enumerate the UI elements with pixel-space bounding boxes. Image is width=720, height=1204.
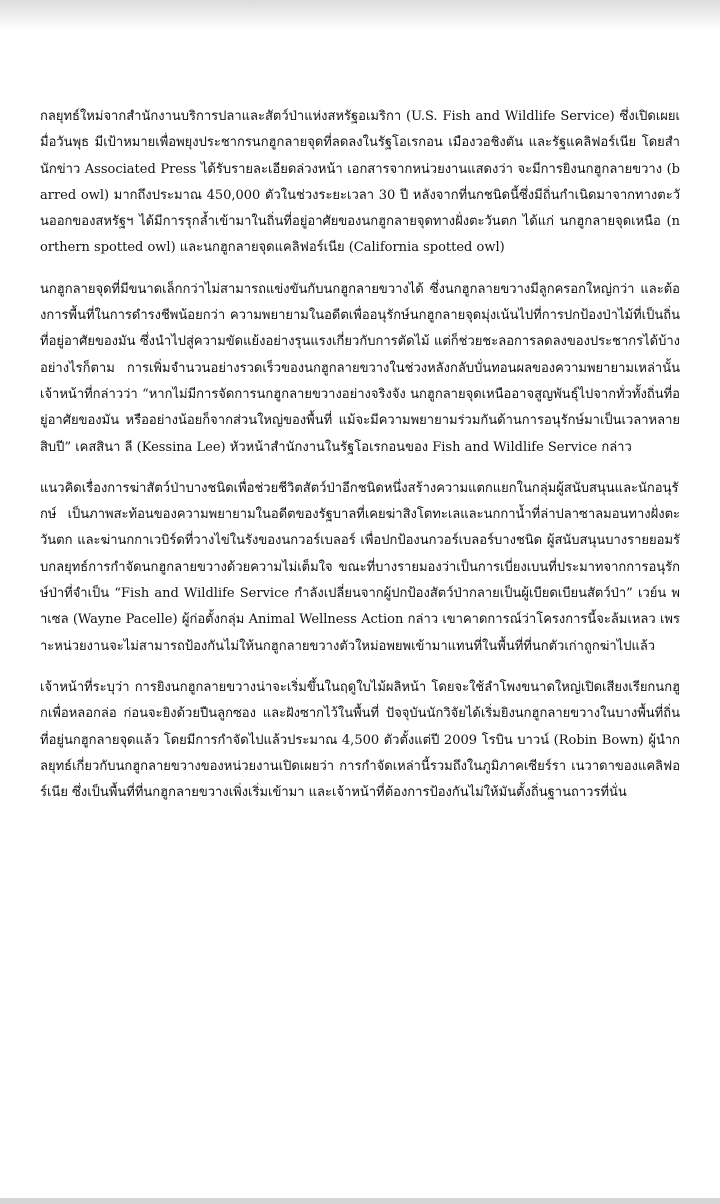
paragraph-1: กลยุทธ์ใหม่จากสำนักงานบริการปลาและสัตว์ป่าแห่งสหรัฐอเมริกา (U.S. Fish and Wildlife Service) ซึ่งเปิดเผยเมื่อวันพุธ มีเป้าหมายเพื่อพยุงประชากรนกฮูกลายจุดที่ลดลงในรัฐโอเรกอน เมืองวอชิงตัน และรัฐแคลิฟอร์เนีย โดยสำนักข่าว Associated Press ได้รับรายละเอียดล่วงหน้า เอกสารจากหน่วยงานแสดงว่า จะมีการยิงนกฮูกลายขวาง (barred owl) มากถึงประมาณ 450,000 ตัวในช่วงระยะเวลา 30 ปี หลังจากที่นกชนิดนี้ซึ่งมีถิ่นกำเนิดมาจากทางตะวันออกของสหรัฐฯ ได้มีการรุกล้ำเข้ามาในถิ่นที่อยู่อาศัยของนกฮูกลายจุดทางฝั่งตะวันตก ได้แก่ นกฮูกลายจุดเหนือ (northern spotted owl) และนกฮูกลายจุดแคลิฟอร์เนีย (California spotted owl) — [40, 109, 680, 256]
paragraph-2: นกฮูกลายจุดที่มีขนาดเล็กกว่าไม่สามารถแข่งขันกับนกฮูกลายขวางได้ ซึ่งนกฮูกลายขวางมีลูกครอกใหญ่กว่า และต้องการพื้นที่ในการดำรงชีพน้อยกว่า ความพยายามในอดีตเพื่ออนุรักษ์นกฮูกลายจุดมุ่งเน้นไปที่การปกป้องป่าไม้ที่เป็นถิ่นที่อยู่อาศัยของมัน ซึ่งนำไปสู่ความขัดแย้งอย่างรุนแรงเกี่ยวกับการตัดไม้ แต่ก็ช่วยชะลอการลดลงของประชากรได้บ้าง อย่างไรก็ตาม การเพิ่มจำนวนอย่างรวดเร็วของนกฮูกลายขวางในช่วงหลังกลับบั่นทอนผลของความพยายามเหล่านั้น เจ้าหน้าที่กล่าวว่า “หากไม่มีการจัดการนกฮูกลายขวางอย่างจริงจัง นกฮูกลายจุดเหนืออาจสูญพันธุ์ไปจากทั่วทั้งถิ่นที่อยู่อาศัยของมัน หรืออย่างน้อยก็จากส่วนใหญ่ของพื้นที่ แม้จะมีความพยายามร่วมกันด้านการอนุรักษ์มาเป็นเวลาหลายสิบปี” เคสสินา ลี (Kessina Lee) หัวหน้าสำนักงานในรัฐโอเรกอนของ Fish and Wildlife Service กล่าว — [40, 281, 680, 455]
document-page — [40, 104, 680, 821]
bottom-edge — [0, 1198, 720, 1204]
paragraph-4: เจ้าหน้าที่ระบุว่า การยิงนกฮูกลายขวางน่าจะเริ่มขึ้นในฤดูใบไม้ผลิหน้า โดยจะใช้ลำโพงขนาดใหญ่เปิดเสียงเรียกนกฮูกเพื่อหลอกล่อ ก่อนจะยิงด้วยปืนลูกซอง และฝังซากไว้ในพื้นที่ ปัจจุบันนักวิจัยได้เริ่มยิงนกฮูกลายขวางในบางพื้นที่ถิ่นที่อยู่นกฮูกลายจุดแล้ว โดยมีการกำจัดไปแล้วประมาณ 4,500 ตัวตั้งแต่ปี 2009 โรบิน บาวน์ (Robin Bown) ผู้นำกลยุทธ์เกี่ยวกับนกฮูกลายขวางของหน่วยงานเปิดเผยว่า การกำจัดเหล่านี้รวมถึงในภูมิภาคเซียร์รา เนวาดาของแคลิฟอร์เนีย ซึ่งเป็นพื้นที่ที่นกฮูกลายขวางเพิ่งเริ่มเข้ามา และเจ้าหน้าที่ต้องการป้องกันไม่ให้มันตั้งถิ่นฐานถาวรที่นั่น — [40, 679, 680, 801]
paragraph-3: แนวคิดเรื่องการฆ่าสัตว์ป่าบางชนิดเพื่อช่วยชีวิตสัตว์ป่าอีกชนิดหนึ่งสร้างความแตกแยกในกลุ่มผู้สนับสนุนและนักอนุรักษ์ เป็นภาพสะท้อนของความพยายามในอดีตของรัฐบาลที่เคยฆ่าสิงโตทะเลและนกกาน้ำที่ล่าปลาซาลมอนทางฝั่งตะวันตก และฆ่านกกาเวบิร์ดที่วางไข่ในรังของนกวอร์เบลอร์ เพื่อปกป้องนกวอร์เบลอร์บางชนิด ผู้สนับสนุนบางรายยอมรับกลยุทธ์การกำจัดนกฮูกลายขวางด้วยความไม่เต็มใจ ขณะที่บางรายมองว่าเป็นการเบี่ยงเบนที่ประมาทจากการอนุรักษ์ป่าที่จำเป็น “Fish and Wildlife Service กำลังเปลี่ยนจากผู้ปกป้องสัตว์ป่ากลายเป็นผู้เบียดเบียนสัตว์ป่า” เวย์น พาเซล (Wayne Pacelle) ผู้ก่อตั้งกลุ่ม Animal Wellness Action กล่าว เขาคาดการณ์ว่าโครงการนี้จะล้มเหลว เพราะหน่วยงานจะไม่สามารถป้องกันไม่ให้นกฮูกลายขวางตัวใหม่อพยพเข้ามาแทนที่ในพื้นที่ที่นกตัวเก่าถูกฆ่าไปแล้ว — [40, 480, 680, 654]
top-shadow-edge — [0, 0, 720, 30]
